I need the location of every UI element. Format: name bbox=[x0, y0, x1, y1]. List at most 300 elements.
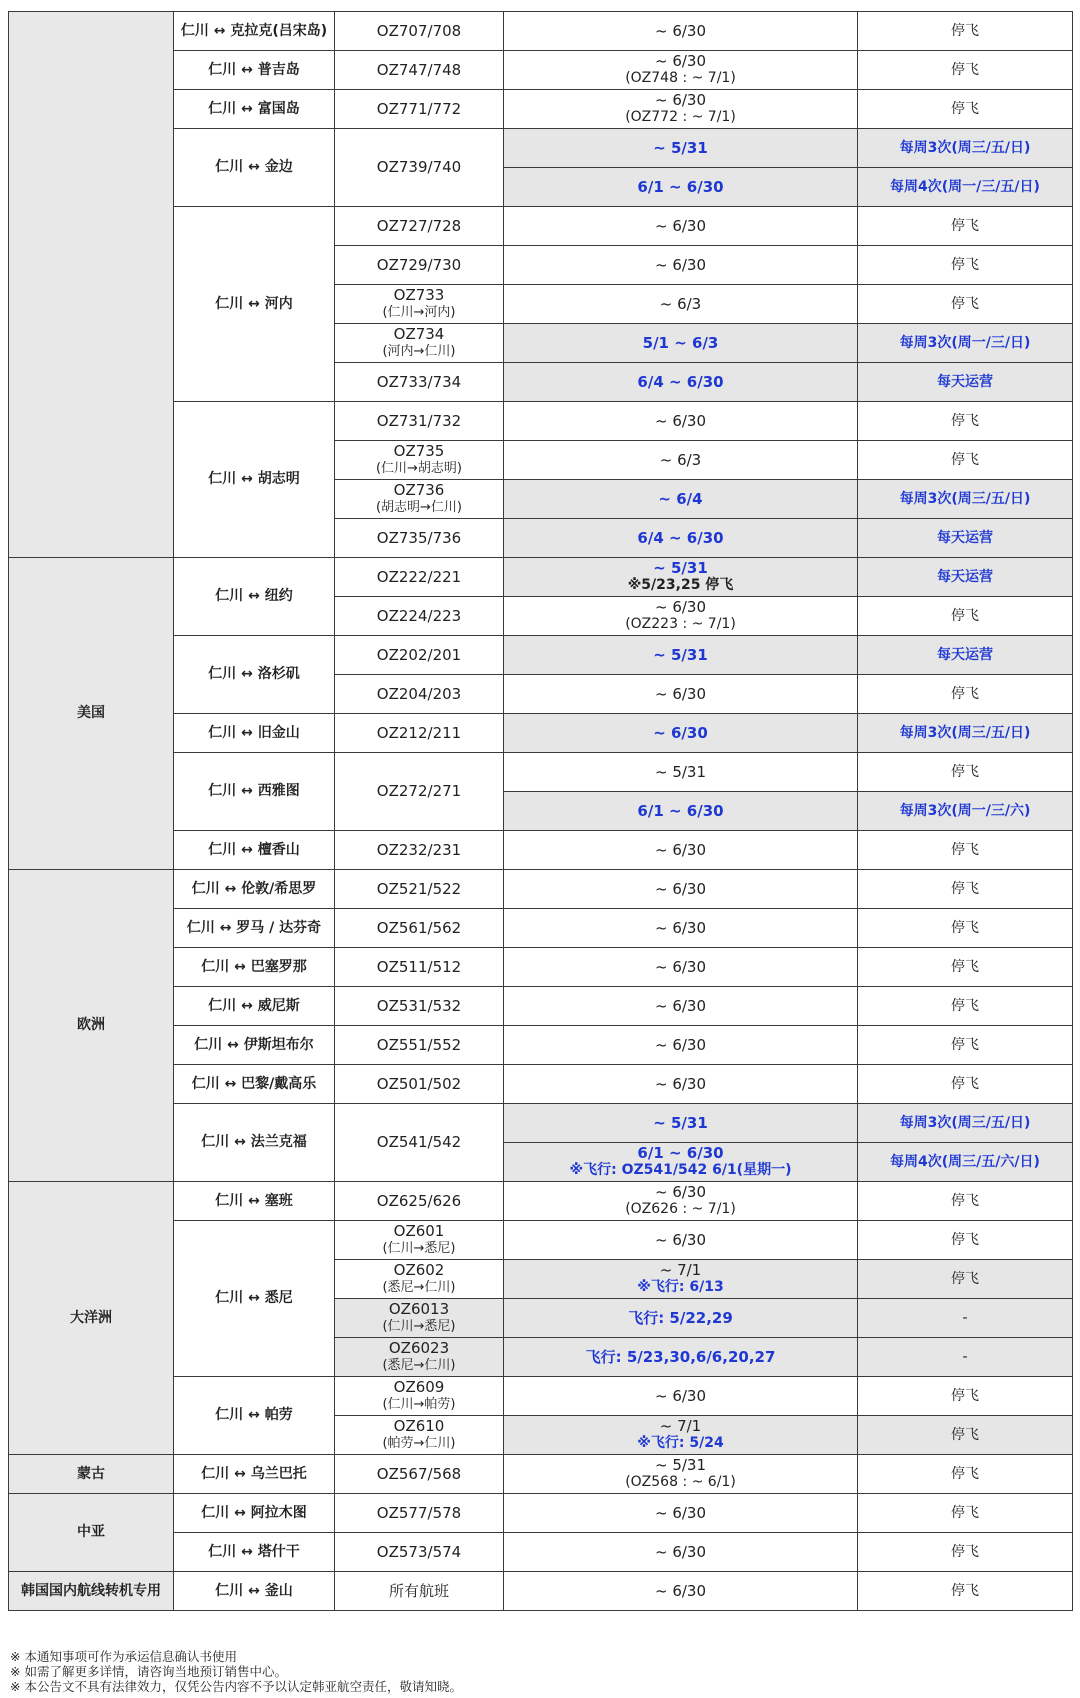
flight-direction: (仁川→帕劳) bbox=[382, 1397, 456, 1412]
flight-number-cell bbox=[335, 1338, 504, 1377]
route-cell: 仁川 ↔ 伊斯坦布尔 bbox=[174, 1026, 335, 1065]
period-cell bbox=[504, 1260, 858, 1299]
status-cell bbox=[858, 285, 1073, 324]
status-cell bbox=[858, 168, 1073, 207]
flight-number: OZ735 bbox=[393, 442, 445, 460]
route-cell: 仁川 ↔ 檀香山 bbox=[174, 831, 335, 870]
period-value: 5/1 ~ 6/3 bbox=[642, 333, 719, 352]
period-cell bbox=[504, 1221, 858, 1260]
period-value: ~ 5/31 bbox=[653, 138, 708, 157]
flight-number: OZ733 bbox=[393, 286, 445, 304]
route-cell: 仁川 ↔ 胡志明 bbox=[174, 402, 335, 558]
flight-number: OZ736 bbox=[393, 481, 445, 499]
status-value: 每天运营 bbox=[937, 373, 993, 390]
flight-number-cell bbox=[335, 831, 504, 870]
flight-direction: (河内→仁川) bbox=[382, 344, 456, 359]
flight-number-cell bbox=[335, 909, 504, 948]
period-cell bbox=[504, 636, 858, 675]
period-value: ~ 6/30 bbox=[654, 52, 707, 70]
period-cell bbox=[504, 1143, 858, 1182]
table-row bbox=[9, 1494, 1073, 1533]
period-cell bbox=[504, 675, 858, 714]
status-value: 停飞 bbox=[951, 1075, 979, 1092]
period-note: (OZ748 : ~ 7/1) bbox=[625, 70, 736, 86]
flight-number-cell bbox=[335, 636, 504, 675]
period-value: ~ 6/30 bbox=[654, 1230, 707, 1249]
period-value: ~ 6/30 bbox=[654, 879, 707, 898]
period-value: ~ 6/30 bbox=[654, 21, 707, 40]
status-cell bbox=[858, 1572, 1073, 1611]
route-cell: 仁川 ↔ 普吉岛 bbox=[174, 51, 335, 90]
period-cell bbox=[504, 831, 858, 870]
flight-number-cell bbox=[335, 207, 504, 246]
flight-number-cell bbox=[335, 753, 504, 831]
flight-number-cell bbox=[335, 675, 504, 714]
route-cell: 仁川 ↔ 威尼斯 bbox=[174, 987, 335, 1026]
flight-number: OZ729/730 bbox=[376, 255, 462, 274]
period-cell bbox=[504, 597, 858, 636]
period-cell bbox=[504, 1494, 858, 1533]
flight-number-cell bbox=[335, 441, 504, 480]
status-value: 停飞 bbox=[951, 685, 979, 702]
flight-number: OZ6023 bbox=[388, 1339, 450, 1357]
period-value: ~ 5/31 bbox=[654, 762, 707, 781]
status-cell bbox=[858, 948, 1073, 987]
period-cell bbox=[504, 519, 858, 558]
period-note: ※飞行: 6/13 bbox=[637, 1279, 724, 1295]
flight-direction: (仁川→河内) bbox=[382, 305, 456, 320]
period-value: ~ 6/30 bbox=[654, 1386, 707, 1405]
status-cell bbox=[858, 870, 1073, 909]
table-row bbox=[9, 12, 1073, 51]
status-cell bbox=[858, 1299, 1073, 1338]
flight-number-cell bbox=[335, 714, 504, 753]
status-cell bbox=[858, 792, 1073, 831]
table-row bbox=[9, 1455, 1073, 1494]
route-cell: 仁川 ↔ 塞班 bbox=[174, 1182, 335, 1221]
flight-number-cell bbox=[335, 1221, 504, 1260]
route-cell: 仁川 ↔ 纽约 bbox=[174, 558, 335, 636]
status-value: 停飞 bbox=[951, 607, 979, 624]
status-cell bbox=[858, 1026, 1073, 1065]
status-cell bbox=[858, 129, 1073, 168]
status-value: 停飞 bbox=[951, 1465, 979, 1482]
footnote: ※ 本通知事项可作为承运信息确认书使用 bbox=[10, 1649, 237, 1664]
flight-number: OZ567/568 bbox=[376, 1464, 462, 1483]
flight-direction: (仁川→悉尼) bbox=[382, 1319, 456, 1334]
flight-number: OZ202/201 bbox=[376, 645, 462, 664]
period-value: ~ 6/30 bbox=[654, 411, 707, 430]
flight-number: OZ747/748 bbox=[376, 60, 462, 79]
status-value: - bbox=[962, 1309, 968, 1326]
flight-number-cell bbox=[335, 1260, 504, 1299]
flight-number: OZ6013 bbox=[388, 1300, 450, 1318]
flight-number: OZ551/552 bbox=[376, 1035, 462, 1054]
status-value: 每周4次(周三/五/六/日) bbox=[890, 1153, 1040, 1170]
status-value: 每周3次(周三/五/日) bbox=[899, 1114, 1031, 1131]
status-value: 停飞 bbox=[951, 61, 979, 78]
status-value: 停飞 bbox=[951, 997, 979, 1014]
flight-number: OZ609 bbox=[393, 1378, 445, 1396]
status-cell bbox=[858, 909, 1073, 948]
period-cell bbox=[504, 792, 858, 831]
period-value: ~ 6/30 bbox=[654, 1035, 707, 1054]
flight-number-cell bbox=[335, 1182, 504, 1221]
status-value: 停飞 bbox=[951, 1387, 979, 1404]
flight-number: OZ222/221 bbox=[376, 567, 462, 586]
footnote: ※ 如需了解更多详情，请咨询当地预订销售中心。 bbox=[10, 1664, 287, 1679]
period-value: ~ 5/31 bbox=[653, 1113, 708, 1132]
period-value: 6/4 ~ 6/30 bbox=[637, 372, 724, 391]
flight-number-cell bbox=[335, 1494, 504, 1533]
status-cell bbox=[858, 1533, 1073, 1572]
table-row bbox=[9, 1182, 1073, 1221]
period-note: (OZ223 : ~ 7/1) bbox=[625, 616, 736, 632]
route-cell: 仁川 ↔ 法兰克福 bbox=[174, 1104, 335, 1182]
status-value: 停飞 bbox=[951, 1192, 979, 1209]
period-value: ~ 6/4 bbox=[658, 489, 703, 508]
period-cell bbox=[504, 909, 858, 948]
footnotes bbox=[10, 1649, 1070, 1694]
status-cell bbox=[858, 753, 1073, 792]
status-cell bbox=[858, 597, 1073, 636]
status-value: 停飞 bbox=[951, 295, 979, 312]
period-value: ~ 5/31 bbox=[653, 645, 708, 664]
route-cell: 仁川 ↔ 巴黎/戴高乐 bbox=[174, 1065, 335, 1104]
flight-number-cell bbox=[335, 1377, 504, 1416]
period-value: ~ 5/31 bbox=[653, 559, 708, 577]
status-value: 停飞 bbox=[951, 451, 979, 468]
flight-direction: (悉尼→仁川) bbox=[382, 1280, 456, 1295]
flight-number-cell bbox=[335, 948, 504, 987]
flight-number-cell bbox=[335, 597, 504, 636]
flight-number: OZ573/574 bbox=[376, 1542, 462, 1561]
status-value: 停飞 bbox=[951, 958, 979, 975]
status-cell bbox=[858, 987, 1073, 1026]
period-value: ~ 6/30 bbox=[654, 1503, 707, 1522]
flight-number-cell bbox=[335, 1416, 504, 1455]
flight-number-cell bbox=[335, 1026, 504, 1065]
period-cell bbox=[504, 1416, 858, 1455]
status-cell bbox=[858, 51, 1073, 90]
period-cell bbox=[504, 1455, 858, 1494]
flight-number-cell bbox=[335, 285, 504, 324]
route-cell: 仁川 ↔ 富国岛 bbox=[174, 90, 335, 129]
flight-number-cell bbox=[335, 129, 504, 207]
flight-number: OZ511/512 bbox=[376, 957, 462, 976]
schedule-body bbox=[9, 12, 1073, 1611]
period-cell bbox=[504, 1338, 858, 1377]
status-cell bbox=[858, 246, 1073, 285]
period-value: ~ 6/30 bbox=[654, 840, 707, 859]
flight-number: OZ733/734 bbox=[376, 372, 462, 391]
status-value: 停飞 bbox=[951, 919, 979, 936]
flight-number-cell bbox=[335, 1104, 504, 1182]
status-cell bbox=[858, 441, 1073, 480]
period-cell bbox=[504, 1572, 858, 1611]
period-value: ~ 6/30 bbox=[654, 1074, 707, 1093]
status-cell bbox=[858, 1494, 1073, 1533]
period-cell bbox=[504, 987, 858, 1026]
status-cell bbox=[858, 1221, 1073, 1260]
status-value: - bbox=[962, 1348, 968, 1365]
period-value: ~ 6/30 bbox=[654, 1581, 707, 1600]
flight-direction: (悉尼→仁川) bbox=[382, 1358, 456, 1373]
period-value: ~ 7/1 bbox=[659, 1261, 702, 1279]
flight-number-cell bbox=[335, 1533, 504, 1572]
period-cell bbox=[504, 1065, 858, 1104]
status-value: 每周3次(周三/五/日) bbox=[899, 490, 1031, 507]
period-cell bbox=[504, 714, 858, 753]
period-cell bbox=[504, 324, 858, 363]
flight-number-cell bbox=[335, 1299, 504, 1338]
flight-direction: (仁川→悉尼) bbox=[382, 1241, 456, 1256]
period-cell bbox=[504, 90, 858, 129]
status-cell bbox=[858, 636, 1073, 675]
status-value: 停飞 bbox=[951, 880, 979, 897]
period-value: ~ 5/31 bbox=[654, 1456, 707, 1474]
status-cell bbox=[858, 519, 1073, 558]
status-value: 停飞 bbox=[951, 1543, 979, 1560]
flight-number: OZ501/502 bbox=[376, 1074, 462, 1093]
period-value: ~ 6/30 bbox=[654, 216, 707, 235]
region-cell: 蒙古 bbox=[9, 1455, 174, 1494]
flight-number: OZ734 bbox=[393, 325, 445, 343]
period-value: 飞行: 5/22,29 bbox=[628, 1308, 733, 1327]
footnote: ※ 本公告文不具有法律效力，仅凭公告内容不予以认定韩亚航空责任，敬请知晓。 bbox=[10, 1679, 462, 1694]
status-value: 停飞 bbox=[951, 412, 979, 429]
status-value: 停飞 bbox=[951, 1231, 979, 1248]
status-cell bbox=[858, 1143, 1073, 1182]
period-cell bbox=[504, 1104, 858, 1143]
period-value: ~ 6/30 bbox=[654, 1542, 707, 1561]
flight-number: OZ232/231 bbox=[376, 840, 462, 859]
flight-number: OZ204/203 bbox=[376, 684, 462, 703]
flight-number-cell bbox=[335, 558, 504, 597]
period-value: ~ 6/30 bbox=[654, 598, 707, 616]
region-cell: 中亚 bbox=[9, 1494, 174, 1572]
status-value: 停飞 bbox=[951, 1426, 979, 1443]
flight-direction: (帕劳→仁川) bbox=[382, 1436, 456, 1451]
flight-number: 所有航班 bbox=[388, 1581, 449, 1600]
region-cell: 韩国国内航线转机专用 bbox=[9, 1572, 174, 1611]
period-value: 6/1 ~ 6/30 bbox=[637, 177, 724, 196]
route-cell: 仁川 ↔ 罗马 / 达芬奇 bbox=[174, 909, 335, 948]
table-row bbox=[9, 558, 1073, 597]
status-value: 每天运营 bbox=[937, 529, 993, 546]
route-cell: 仁川 ↔ 塔什干 bbox=[174, 1533, 335, 1572]
period-value: 6/1 ~ 6/30 bbox=[637, 1144, 724, 1162]
status-cell bbox=[858, 1377, 1073, 1416]
status-cell bbox=[858, 1338, 1073, 1377]
period-value: ~ 6/30 bbox=[653, 723, 708, 742]
status-cell bbox=[858, 480, 1073, 519]
status-value: 每周3次(周一/三/六) bbox=[899, 802, 1031, 819]
status-cell bbox=[858, 12, 1073, 51]
period-cell bbox=[504, 1377, 858, 1416]
flight-number: OZ541/542 bbox=[376, 1133, 462, 1151]
status-value: 每周3次(周三/五/日) bbox=[899, 139, 1031, 156]
status-value: 每周4次(周一/三/五/日) bbox=[890, 178, 1040, 195]
flight-number-cell bbox=[335, 402, 504, 441]
period-value: ~ 6/3 bbox=[659, 294, 702, 313]
flight-number: OZ739/740 bbox=[376, 158, 462, 176]
status-cell bbox=[858, 207, 1073, 246]
period-cell bbox=[504, 558, 858, 597]
period-cell bbox=[504, 441, 858, 480]
flight-number-cell bbox=[335, 363, 504, 402]
flight-direction: (仁川→胡志明) bbox=[375, 461, 463, 476]
period-cell bbox=[504, 402, 858, 441]
period-cell bbox=[504, 129, 858, 168]
status-cell bbox=[858, 714, 1073, 753]
status-value: 停飞 bbox=[951, 763, 979, 780]
route-cell: 仁川 ↔ 帕劳 bbox=[174, 1377, 335, 1455]
status-cell bbox=[858, 1104, 1073, 1143]
route-cell: 仁川 ↔ 河内 bbox=[174, 207, 335, 402]
status-value: 每周3次(周三/五/日) bbox=[899, 724, 1031, 741]
flight-number: OZ531/532 bbox=[376, 996, 462, 1015]
period-cell bbox=[504, 246, 858, 285]
period-cell bbox=[504, 1299, 858, 1338]
status-value: 每天运营 bbox=[937, 568, 993, 585]
flight-number: OZ727/728 bbox=[376, 216, 462, 235]
route-cell: 仁川 ↔ 乌兰巴托 bbox=[174, 1455, 335, 1494]
status-cell bbox=[858, 675, 1073, 714]
status-cell bbox=[858, 558, 1073, 597]
period-note: (OZ568 : ~ 6/1) bbox=[625, 1474, 736, 1490]
status-value: 每天运营 bbox=[937, 646, 993, 663]
status-cell bbox=[858, 324, 1073, 363]
period-note: ※飞行: OZ541/542 6/1(星期一) bbox=[569, 1162, 792, 1178]
flight-number: OZ602 bbox=[393, 1261, 445, 1279]
region-cell: 欧洲 bbox=[9, 870, 174, 1182]
flight-number-cell bbox=[335, 246, 504, 285]
status-value: 停飞 bbox=[951, 841, 979, 858]
status-cell bbox=[858, 1260, 1073, 1299]
flight-number: OZ212/211 bbox=[376, 723, 462, 742]
flight-number-cell bbox=[335, 519, 504, 558]
period-value: 6/4 ~ 6/30 bbox=[637, 528, 724, 547]
period-value: ~ 6/30 bbox=[654, 1183, 707, 1201]
flight-number-cell bbox=[335, 324, 504, 363]
route-cell: 仁川 ↔ 釜山 bbox=[174, 1572, 335, 1611]
flight-number: OZ707/708 bbox=[376, 21, 462, 40]
period-cell bbox=[504, 168, 858, 207]
flight-number: OZ224/223 bbox=[376, 606, 462, 625]
flight-number: OZ561/562 bbox=[376, 918, 462, 937]
period-cell bbox=[504, 870, 858, 909]
flight-number-cell bbox=[335, 480, 504, 519]
period-value: ~ 7/1 bbox=[659, 1417, 702, 1435]
period-value: ~ 6/30 bbox=[654, 91, 707, 109]
period-cell bbox=[504, 1182, 858, 1221]
route-cell: 仁川 ↔ 金边 bbox=[174, 129, 335, 207]
flight-number: OZ610 bbox=[393, 1417, 445, 1435]
status-cell bbox=[858, 1065, 1073, 1104]
period-note: (OZ772 : ~ 7/1) bbox=[625, 109, 736, 125]
flight-number-cell bbox=[335, 51, 504, 90]
route-cell: 仁川 ↔ 洛杉矶 bbox=[174, 636, 335, 714]
period-cell bbox=[504, 1026, 858, 1065]
status-cell bbox=[858, 1416, 1073, 1455]
status-value: 停飞 bbox=[951, 100, 979, 117]
route-cell: 仁川 ↔ 西雅图 bbox=[174, 753, 335, 831]
flight-number-cell bbox=[335, 90, 504, 129]
status-value: 停飞 bbox=[951, 256, 979, 273]
route-cell: 仁川 ↔ 克拉克(吕宋岛) bbox=[174, 12, 335, 51]
region-cell bbox=[9, 12, 174, 558]
status-cell bbox=[858, 363, 1073, 402]
period-note: ※5/23,25 停飞 bbox=[627, 577, 734, 593]
flight-number: OZ601 bbox=[393, 1222, 445, 1240]
route-cell: 仁川 ↔ 旧金山 bbox=[174, 714, 335, 753]
period-value: ~ 6/30 bbox=[654, 684, 707, 703]
period-note: ※飞行: 5/24 bbox=[637, 1435, 724, 1451]
flight-number: OZ521/522 bbox=[376, 879, 462, 898]
status-cell bbox=[858, 831, 1073, 870]
table-row bbox=[9, 870, 1073, 909]
period-cell bbox=[504, 480, 858, 519]
period-cell bbox=[504, 51, 858, 90]
flight-schedule-table bbox=[8, 11, 1073, 1611]
flight-number: OZ771/772 bbox=[376, 99, 462, 118]
status-cell bbox=[858, 90, 1073, 129]
status-cell bbox=[858, 1182, 1073, 1221]
flight-number: OZ272/271 bbox=[376, 782, 462, 800]
period-value: ~ 6/30 bbox=[654, 255, 707, 274]
flight-number: OZ735/736 bbox=[376, 528, 462, 547]
flight-number: OZ625/626 bbox=[376, 1191, 462, 1210]
status-value: 停飞 bbox=[951, 217, 979, 234]
period-note: (OZ626 : ~ 7/1) bbox=[625, 1201, 736, 1217]
period-value: ~ 6/30 bbox=[654, 996, 707, 1015]
period-value: ~ 6/3 bbox=[659, 450, 702, 469]
region-cell: 美国 bbox=[9, 558, 174, 870]
flight-number-cell bbox=[335, 1455, 504, 1494]
status-value: 停飞 bbox=[951, 1504, 979, 1521]
flight-number-cell bbox=[335, 1572, 504, 1611]
status-value: 停飞 bbox=[951, 1036, 979, 1053]
flight-number-cell bbox=[335, 1065, 504, 1104]
period-value: 6/1 ~ 6/30 bbox=[637, 801, 724, 820]
period-cell bbox=[504, 753, 858, 792]
flight-number: OZ577/578 bbox=[376, 1503, 462, 1522]
route-cell: 仁川 ↔ 悉尼 bbox=[174, 1221, 335, 1377]
period-value: ~ 6/30 bbox=[654, 957, 707, 976]
period-cell bbox=[504, 1533, 858, 1572]
region-cell: 大洋洲 bbox=[9, 1182, 174, 1455]
status-value: 停飞 bbox=[951, 1270, 979, 1287]
status-cell bbox=[858, 1455, 1073, 1494]
period-cell bbox=[504, 363, 858, 402]
flight-number-cell bbox=[335, 870, 504, 909]
flight-number-cell bbox=[335, 987, 504, 1026]
period-cell bbox=[504, 285, 858, 324]
route-cell: 仁川 ↔ 巴塞罗那 bbox=[174, 948, 335, 987]
status-value: 每周3次(周一/三/日) bbox=[899, 334, 1031, 351]
status-cell bbox=[858, 402, 1073, 441]
status-value: 停飞 bbox=[951, 22, 979, 39]
period-cell bbox=[504, 948, 858, 987]
route-cell: 仁川 ↔ 阿拉木图 bbox=[174, 1494, 335, 1533]
table-row bbox=[9, 1572, 1073, 1611]
period-value: 飞行: 5/23,30,6/6,20,27 bbox=[585, 1347, 776, 1366]
route-cell: 仁川 ↔ 伦敦/希思罗 bbox=[174, 870, 335, 909]
period-value: ~ 6/30 bbox=[654, 918, 707, 937]
period-cell bbox=[504, 207, 858, 246]
period-cell bbox=[504, 12, 858, 51]
